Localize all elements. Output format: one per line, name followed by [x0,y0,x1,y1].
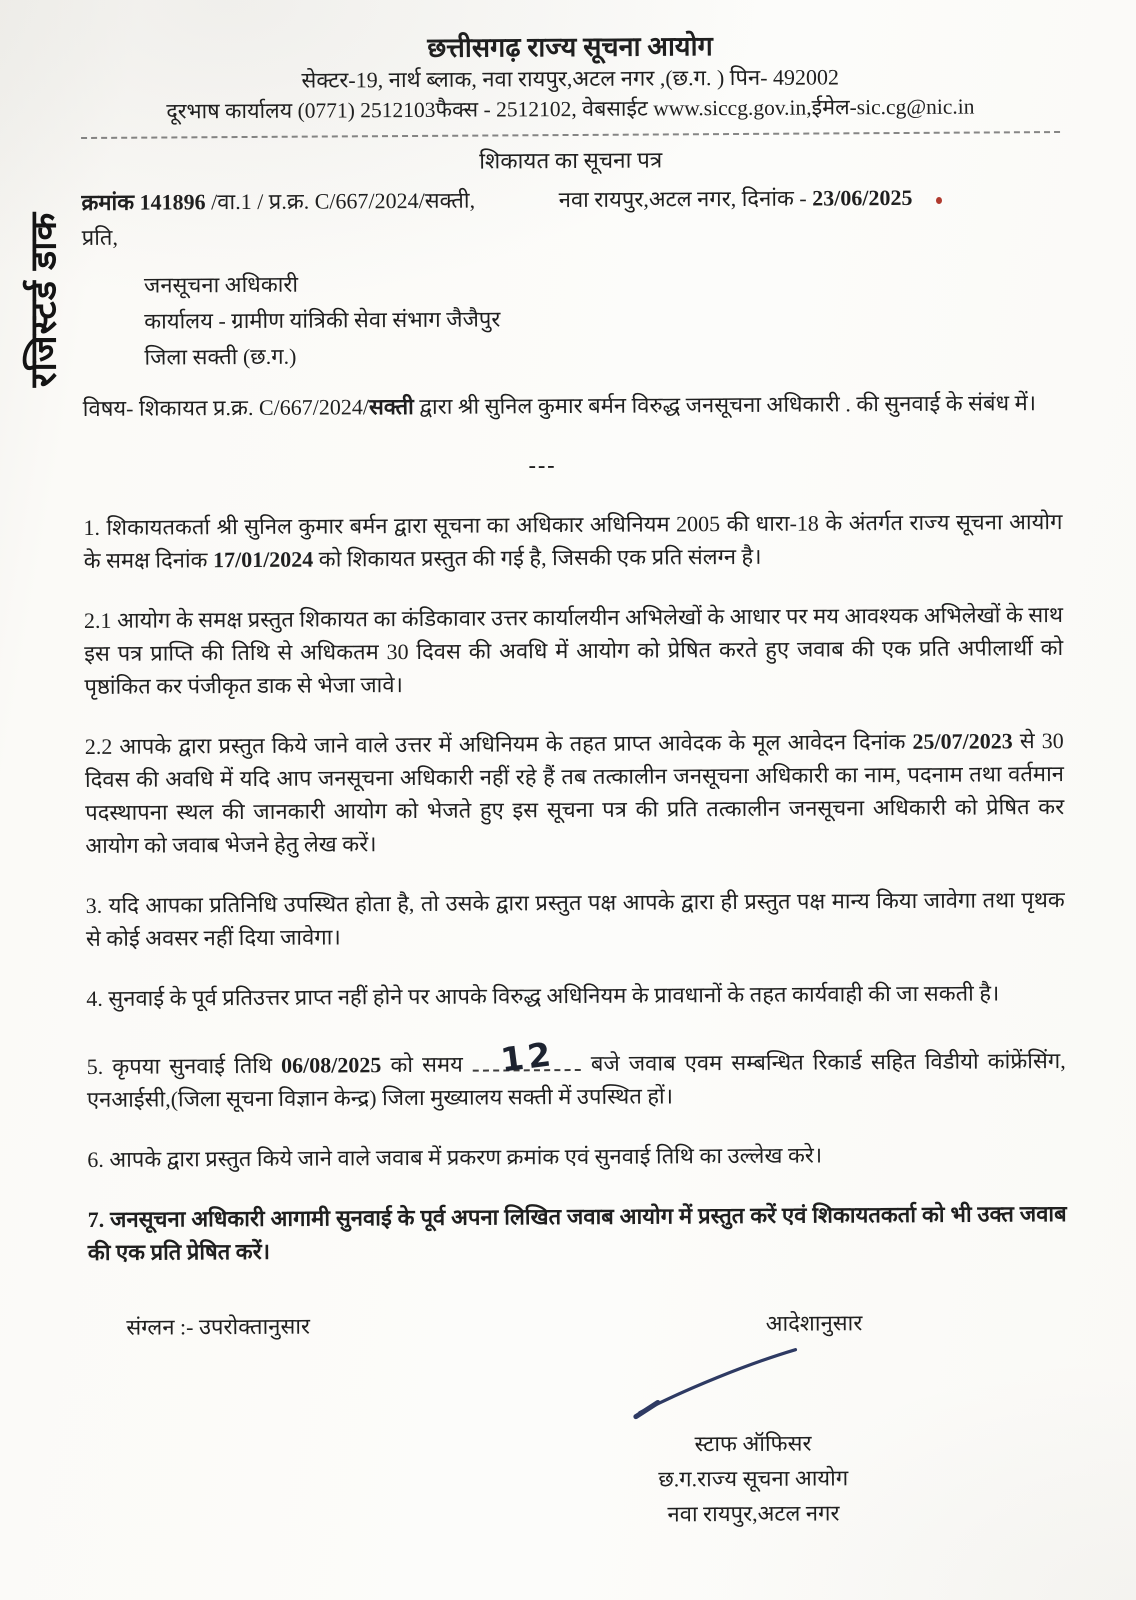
org-name: छत्तीसगढ़ राज्य सूचना आयोग [427,31,713,63]
letter-title: शिकायत का सूचना पत्र [479,147,663,174]
registered-post-stamp: रजिस्टर्ड डाक [23,211,64,388]
by-order-label: आदेशानुसार [765,1310,863,1336]
place-date-label: नवा रायपुर,अटल नगर, दिनांक - [558,185,813,213]
letter-paragraph: 1. शिकायतकर्ता श्री सुनिल कुमार बर्मन द्वारा सूचना का अधिकार अधिनियम 2005 की धारा-18 के अंतर्गत राज्य सूचना आयोग के समक्ष दिनांक 17/01/2024 को शिकायत प्रस्तुत की गई है, जिसकी एक प्रति संलग्न है। [83,509,1063,573]
addressee-line: कार्यालय - ग्रामीण यांत्रिकी सेवा संभाग जैजैपुर [144,306,501,334]
addressee-block [144,262,1062,376]
letter-date: 23/06/2025 [812,184,913,211]
place-and-date [559,181,913,216]
signatory-org: छ.ग.राज्य सूचना आयोग [658,1465,849,1492]
case-number-suffix: /वा.1 / प्र.क्र. C/667/2024/सक्ती, [205,187,476,215]
signatory-lines [588,1425,919,1532]
section-separator: --- [528,452,557,478]
scan-ink-speck [936,197,942,204]
letter-body [80,27,1068,1535]
case-number: क्रमांक 141896 [81,189,206,216]
letter-paragraph: 5. कृपया सुनवाई तिथि 06/08/2025 को समय 12 बजे जवाब एवम सम्बन्धित रिकार्ड सहित विडीयो कांफ्रेंसिंग, एनआईसी,(जिला सूचना विज्ञान केन्द्र) जिला मुख्यालय सक्ती में उपस्थित हों। [86,1034,1066,1112]
addressee-line: जनसूचना अधिकारी [143,271,299,298]
letter-paragraph: 3. यदि आपका प्रतिनिधि उपस्थित होता है, तो उसके द्वारा प्रस्तुत पक्ष आपके द्वारा ही प्रस्तुत पक्ष मान्य किया जावेगा तथा पृथक से कोई अवसर नहीं दिया जावेगा। [85,887,1065,951]
closing-row [88,1305,1067,1344]
letter-paragraph: 2.2 आपके द्वारा प्रस्तुत किये जाने वाले उत्तर में अधिनियम के तहत प्राप्त आवेदक के मूल आवेदन दिनांक 25/07/2023 से 30 दिवस की अवधि में यदि आप जनसूचना अधिकारी नहीं रहे हैं तब तत्कालीन जनसूचना अधिकारी का नाम, पदनाम तथा वर्तमान पदस्थापना स्थल की जानकारी आयोग को भेजते हुए इस सूचना पत्र की प्रति तत्कालीन जनसूचना अधिकारी को प्रेषित कर आयोग को जवाब भेजने हेतु लेख करें। [84,728,1065,858]
signature-block [587,1345,918,1532]
handwritten-signature [627,1346,817,1425]
signatory-title: स्टाफ ऑफिसर [694,1430,812,1457]
handwritten-time-blank [473,1034,581,1080]
enclosure-note: संग्लन :- उपरोक्तानुसार [126,1313,311,1340]
letter-paragraph: 2.1 आयोग के समक्ष प्रस्तुत शिकायत का कंडिकावार उत्तर कार्यालयीन अभिलेखों के आधार पर मय आवश्यक अभिलेखों के साथ इस पत्र प्राप्ति की तिथि से अधिकतम 30 दिवस की अवधि में आयोग को प्रेषित करते हुए जवाब की एक प्रति अपीलार्थी को पृष्ठांकित कर पंजीकृत डाक से भेजा जावे। [83,602,1064,699]
reference-line [81,180,1060,219]
letter-paragraph: 6. आपके द्वारा प्रस्तुत किये जाने वाले जवाब में प्रकरण क्रमांक एवं सुनवाई तिथि का उल्लेख करे। [87,1142,823,1172]
reference-number [81,184,475,219]
addressee-line: जिला सक्ती (छ.ग.) [144,343,297,370]
letter-paragraph: 7. जनसूचना अधिकारी आगामी सुनवाई के पूर्व अपना लिखित जवाब आयोग में प्रस्तुत करें एवं शिकायतकर्ता को भी उक्त जवाब की एक प्रति प्रेषित करें। [87,1201,1067,1265]
dashed-divider [81,131,1060,139]
subject-line: विषय- शिकायत प्र.क्र. C/667/2024/सक्ती द्वारा श्री सुनिल कुमार बर्मन विरुद्ध जनसूचना अधिकारी . की सुनवाई के संबंध में। [82,390,1037,421]
signatory-place: नवा रायपुर,अटल नगर [667,1500,840,1527]
letter-paragraph: 4. सुनवाई के पूर्व प्रतिउत्तर प्राप्त नहीं होने पर आपके विरुद्ध अधिनियम के प्रावधानों के तहत कार्यवाही की जा सकती है। [86,980,1000,1011]
org-address: सेक्टर-19, नार्थ ब्लाक, नवा रायपुर,अटल नगर ,(छ.ग. ) पिन- 492002 [301,64,840,93]
org-contact: दूरभाष कार्यालय (0771) 2512103फैक्स - 2512102, वेबसाईट www.siccg.gov.in,ईमेल-sic.cg@nic.in [166,94,975,124]
handwritten-time-value: 12 [498,1034,558,1080]
letterhead [80,27,1060,127]
to-label: प्रति, [81,224,119,251]
paragraph-list [83,505,1067,1269]
